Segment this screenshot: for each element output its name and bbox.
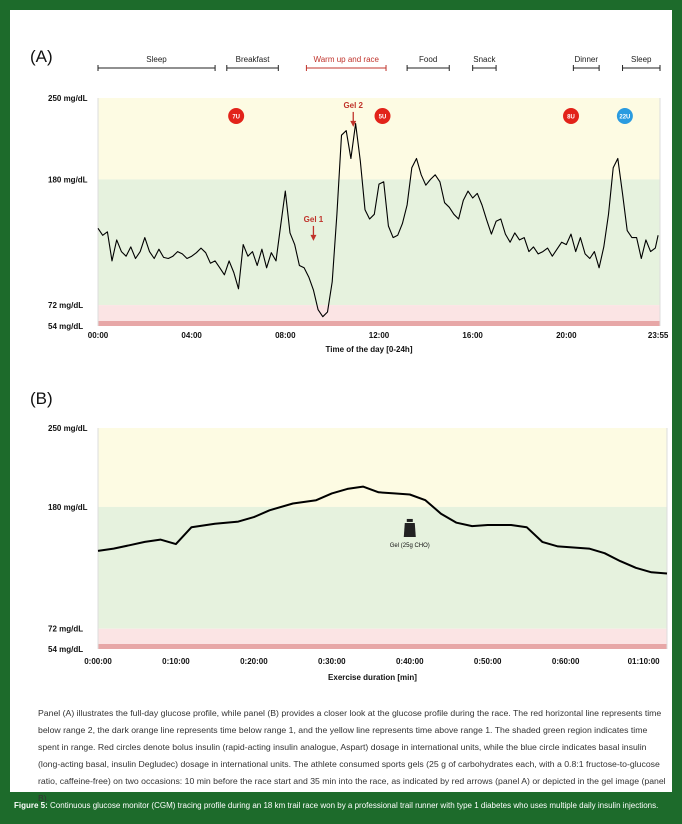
figure-panel [10,10,672,803]
phase-label: Sleep [146,55,167,64]
x-tick-label: 0:30:00 [318,657,346,666]
y-tick-label: 72 mg/dL [48,624,84,634]
insulin-dose-label: 8U [567,114,575,121]
gel-label: Gel 2 [343,100,364,110]
x-tick-label: 00:00 [87,331,109,340]
gel-cap [407,519,413,522]
y-tick-label: 180 mg/dL [48,502,88,512]
y-tick-label: 250 mg/dL [48,424,88,433]
y-tick-label: 54 mg/dL [48,645,84,654]
x-tick-label: 0:20:00 [240,657,268,666]
x-tick-label: 20:00 [556,331,577,340]
range-band [98,179,660,305]
phase-label: Breakfast [235,55,270,64]
x-tick-label: 04:00 [181,331,202,340]
x-tick-label: 0:00:00 [84,657,112,666]
panel-label: (B) [30,389,53,408]
x-tick-label: 0:40:00 [395,657,424,666]
figure-caption [14,801,674,810]
insulin-dose-label: 7U [232,114,240,121]
x-tick-label: 12:00 [368,331,390,340]
x-axis-label: Time of the day [0-24h] [325,345,413,354]
gel-label: Gel (25g CHO) [389,542,430,549]
range-band [98,507,667,629]
below-range-2-band [98,644,667,649]
below-range-2-band [98,321,660,326]
x-tick-label: 0:60:00 [551,657,580,666]
phase-label: Sleep [631,55,652,64]
figure-caption-label: Figure 5: [14,801,48,810]
figure-caption-text: Continuous glucose monitor (CGM) tracing profile during an 18 km trail race won by a professional trail runner with type 1 diabetes who uses multiple daily insulin injections. [50,801,659,810]
x-tick-label: 08:00 [275,331,296,340]
y-tick-label: 54 mg/dL [48,322,84,331]
insulin-dose-label: 5U [378,114,387,121]
x-tick-label: 16:00 [462,331,483,340]
range-band [98,428,667,507]
x-tick-label: 0:50:00 [473,657,502,666]
gel-label: Gel 1 [303,214,324,224]
phase-label: Warm up and race [313,55,379,64]
x-axis-label: Exercise duration [min] [328,673,417,682]
y-tick-label: 180 mg/dL [48,175,88,185]
insulin-dose-label: 22U [619,114,631,121]
panel-caption: Panel (A) illustrates the full-day glucose profile, while panel (B) provides a closer look at the glucose profile during the race. The red horizontal line represents time below range 2, the dark orange line represents time below range 1, and the yellow line represents time above range 1. The shaded green region indicates time spent in range. Red circles denote bolus insulin (rapid-acting insulin analogue, Aspart) dosage in international units, while the blue circle indicates basal insulin (long-acting basal, insulin Degludec) dosage in international units. The athlete consumed sports gels (25 g of carbohydrates each, with a 0.8:1 fructose-to-glucose ratio, caffeine-free) on two occasions: 10 min before the race start and 35 min into the race, as indicated by red arrows (panel A) or depicted in the gel image (panel B). [38,708,666,803]
phase-label: Food [419,55,438,64]
gel-pack-icon [404,523,416,537]
x-tick-label: 0:10:00 [162,657,190,666]
figure-svg [10,10,672,695]
panel-label: (A) [30,47,53,66]
phase-label: Dinner [574,55,599,64]
x-tick-label: 23:55 [647,331,669,340]
y-tick-label: 250 mg/dL [48,94,88,103]
phase-label: Snack [473,55,496,64]
x-tick-label: 01:10:00 [627,657,660,666]
y-tick-label: 72 mg/dL [48,301,84,311]
